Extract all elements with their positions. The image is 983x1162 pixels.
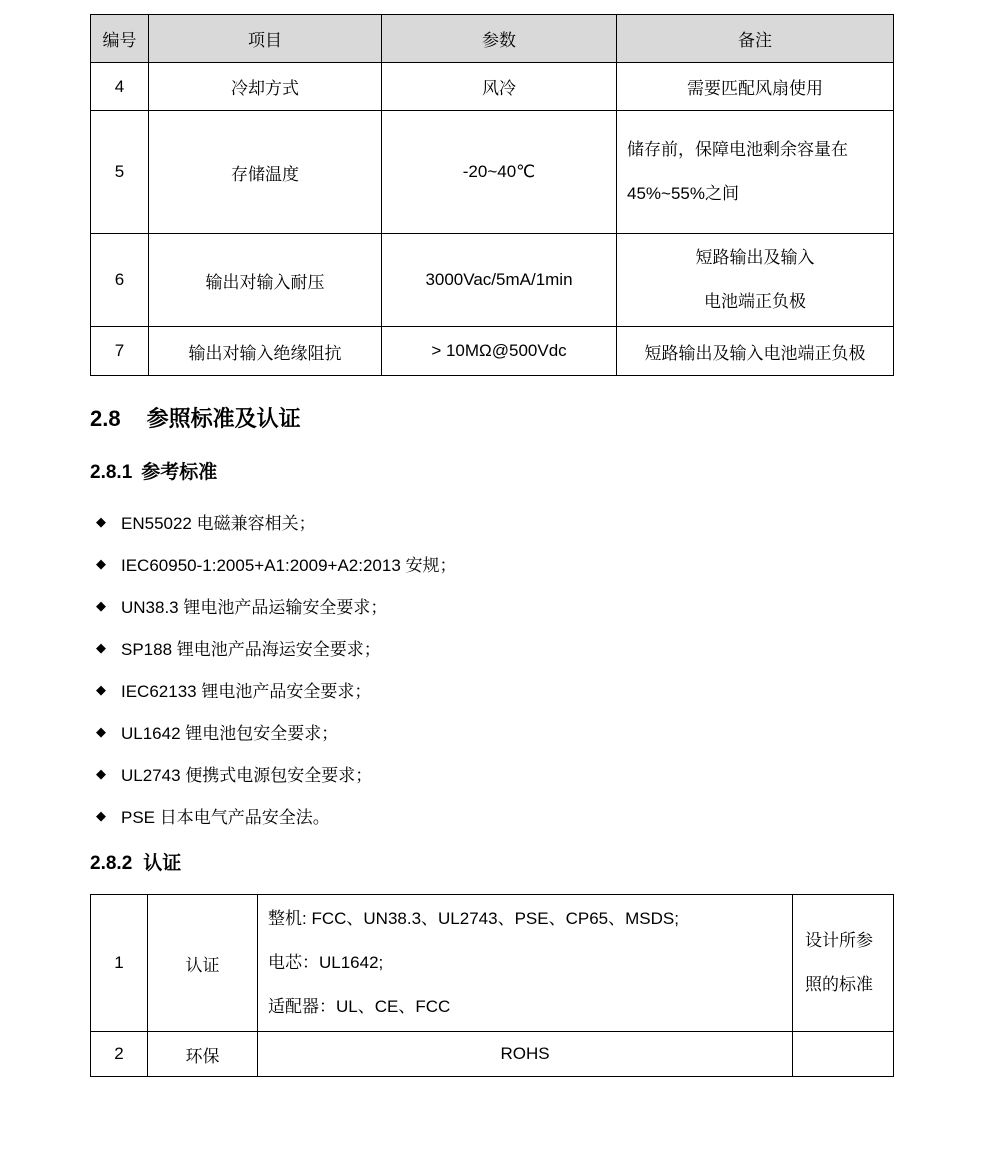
standard-text: SP188 锂电池产品海运安全要求； [121,639,381,659]
row-item-cell: 存储温度 [149,111,382,234]
row-item-cell: 输出对输入耐压 [149,234,382,327]
standard-text: EN55022 电磁兼容相关； [121,513,316,533]
row-no-cell: 7 [91,327,149,376]
list-item [90,710,893,752]
content-line: 整机: FCC、UN38.3、UL2743、PSE、CP65、MSDS; [268,909,679,928]
list-item [90,794,893,836]
list-item [90,668,893,710]
diamond-bullet-icon: ◆ [96,555,106,571]
table-row [91,327,894,376]
note-line: 45%~55%之间 [627,184,739,203]
row-param-cell: -20~40℃ [382,111,617,234]
diamond-bullet-icon: ◆ [96,681,106,697]
table-row [91,895,894,1032]
section-heading-2-8 [90,405,893,433]
note-line: 储存前，保障电池剩余容量在 [627,140,848,159]
row-param-cell: 风冷 [382,63,617,111]
list-item [90,542,893,584]
table-row [91,234,894,327]
row-note-cell [793,1032,894,1077]
row-no-cell: 6 [91,234,149,327]
row-content-cell: ROHS [258,1032,793,1077]
section-title: 参考标准 [141,462,218,483]
standard-text: IEC60950-1:2005+A1:2009+A2:2013 安规； [121,555,457,575]
row-no-cell: 5 [91,111,149,234]
diamond-bullet-icon: ◆ [96,765,106,781]
section-title: 参照标准及认证 [146,406,301,431]
list-item [90,752,893,794]
row-param-cell: > 10MΩ@500Vdc [382,327,617,376]
row-content-cell [258,895,793,1032]
section-number: 2.8.2 [90,853,133,874]
section-number: 2.8 [90,406,121,431]
row-param-cell: 3000Vac/5mA/1min [382,234,617,327]
row-item-cell: 冷却方式 [149,63,382,111]
row-no-cell: 1 [91,895,148,1032]
content-line: 电芯：UL1642; [268,953,384,972]
standard-text: PSE 日本电气产品安全法。 [121,807,330,827]
standard-text: UL1642 锂电池包安全要求； [121,723,339,743]
section-heading-2-8-1 [90,460,893,486]
row-note-cell: 设计所参照的标准 [793,895,894,1032]
diamond-bullet-icon: ◆ [96,597,106,613]
list-item [90,626,893,668]
diamond-bullet-icon: ◆ [96,723,106,739]
row-note-cell: 短路输出及输入电池端正负极 [617,327,894,376]
list-item [90,500,893,542]
row-note-cell: 需要匹配风扇使用 [617,63,894,111]
cert-table [90,894,894,1077]
col-header-no: 编号 [91,15,149,63]
col-header-note: 备注 [617,15,894,63]
col-header-param: 参数 [382,15,617,63]
row-note-cell [617,111,894,234]
table-row [91,63,894,111]
row-note-cell [617,234,894,327]
diamond-bullet-icon: ◆ [96,639,106,655]
diamond-bullet-icon: ◆ [96,807,106,823]
content-line: 适配器：UL、CE、FCC [268,997,451,1016]
diamond-bullet-icon: ◆ [96,513,106,529]
list-item [90,584,893,626]
row-no-cell: 2 [91,1032,148,1077]
section-number: 2.8.1 [90,462,133,483]
row-category-cell: 认证 [148,895,258,1032]
table-row [91,111,894,234]
row-category-cell: 环保 [148,1032,258,1077]
spec-table-header-row [91,15,894,63]
table-row [91,1032,894,1077]
section-title: 认证 [143,853,182,874]
note-line: 电池端正负极 [704,292,806,311]
spec-table [90,14,894,376]
row-item-cell: 输出对输入绝缘阻抗 [149,327,382,376]
col-header-item: 项目 [149,15,382,63]
row-no-cell: 4 [91,63,149,111]
section-heading-2-8-2 [90,851,893,877]
standard-text: UL2743 便携式电源包安全要求； [121,765,373,785]
standards-list [90,500,893,836]
standard-text: IEC62133 锂电池产品安全要求； [121,681,372,701]
standard-text: UN38.3 锂电池产品运输安全要求； [121,597,388,617]
note-line: 短路输出及输入 [695,248,815,267]
